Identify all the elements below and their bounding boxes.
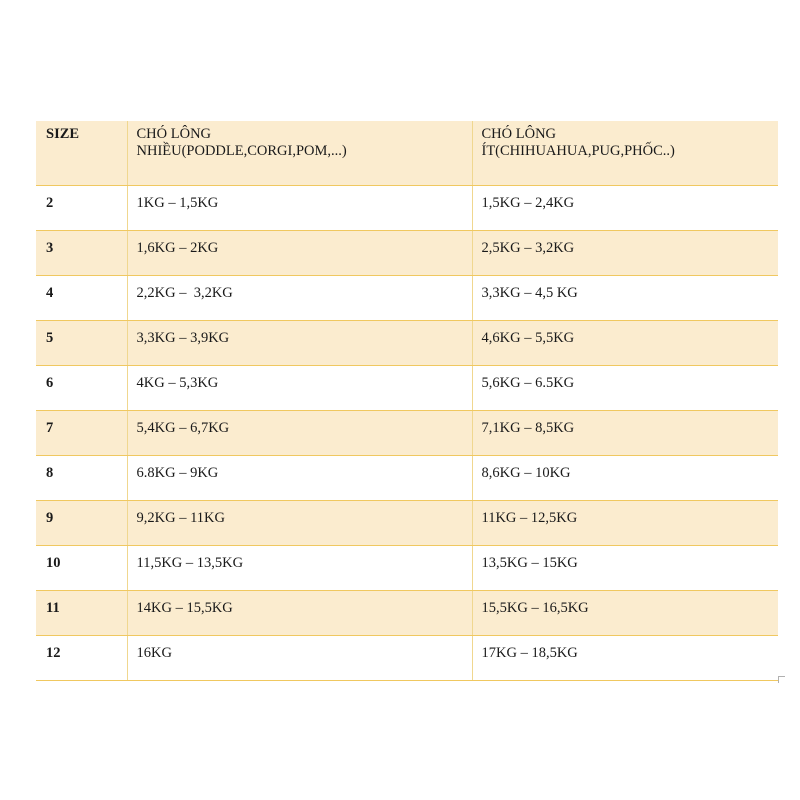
many-hair-weight: 1KG – 1,5KG <box>136 194 219 211</box>
few-hair-cell <box>472 455 778 500</box>
many-hair-cell <box>127 185 472 230</box>
header-few-hair-line1: CHÓ LÔNG <box>481 126 557 142</box>
table-row <box>36 230 778 275</box>
few-hair-weight: 13,5KG – 15KG <box>481 554 578 571</box>
many-hair-cell <box>127 365 472 410</box>
size-value: 12 <box>46 644 61 661</box>
few-hair-cell <box>472 320 778 365</box>
table-corner-mark <box>778 676 785 683</box>
size-value: 5 <box>46 329 54 346</box>
header-many-hair-line2: NHIỀU(PODDLE,CORGI,POM,...) <box>136 143 347 159</box>
size-value: 8 <box>46 464 54 481</box>
table-row <box>36 545 778 590</box>
many-hair-weight: 4KG – 5,3KG <box>136 374 219 391</box>
many-hair-weight: 14KG – 15,5KG <box>136 599 233 616</box>
header-few-hair-line2: ÍT(CHIHUAHUA,PUG,PHỐC..) <box>481 143 675 159</box>
size-value: 9 <box>46 509 54 526</box>
size-value: 11 <box>46 599 60 616</box>
size-cell <box>36 590 127 635</box>
size-cell <box>36 455 127 500</box>
table-row <box>36 275 778 320</box>
few-hair-cell <box>472 275 778 320</box>
many-hair-cell <box>127 635 472 680</box>
header-many-hair <box>127 121 472 185</box>
many-hair-cell <box>127 545 472 590</box>
size-value: 3 <box>46 239 54 256</box>
many-hair-cell <box>127 590 472 635</box>
many-hair-cell <box>127 500 472 545</box>
few-hair-weight: 5,6KG – 6.5KG <box>481 374 575 391</box>
few-hair-cell <box>472 365 778 410</box>
size-cell <box>36 185 127 230</box>
table-row <box>36 365 778 410</box>
few-hair-cell <box>472 185 778 230</box>
many-hair-cell <box>127 230 472 275</box>
few-hair-weight: 2,5KG – 3,2KG <box>481 239 575 256</box>
few-hair-cell <box>472 500 778 545</box>
size-value: 7 <box>46 419 54 436</box>
many-hair-weight: 3,3KG – 3,9KG <box>136 329 230 346</box>
size-cell <box>36 320 127 365</box>
table-row <box>36 410 778 455</box>
size-cell <box>36 230 127 275</box>
many-hair-weight: 11,5KG – 13,5KG <box>136 554 244 571</box>
many-hair-weight: 2,2KG – 3,2KG <box>136 284 233 301</box>
table-row <box>36 635 778 680</box>
many-hair-weight: 6.8KG – 9KG <box>136 464 219 481</box>
header-row <box>36 121 778 185</box>
table-row <box>36 590 778 635</box>
size-value: 6 <box>46 374 54 391</box>
header-many-hair-line1: CHÓ LÔNG <box>136 126 212 142</box>
few-hair-weight: 4,6KG – 5,5KG <box>481 329 575 346</box>
few-hair-weight: 1,5KG – 2,4KG <box>481 194 575 211</box>
size-value: 10 <box>46 554 61 571</box>
size-chart-table <box>36 121 778 681</box>
header-size <box>36 121 127 185</box>
many-hair-weight: 5,4KG – 6,7KG <box>136 419 230 436</box>
size-cell <box>36 635 127 680</box>
few-hair-cell <box>472 590 778 635</box>
few-hair-weight: 15,5KG – 16,5KG <box>481 599 589 616</box>
many-hair-cell <box>127 410 472 455</box>
size-cell <box>36 365 127 410</box>
few-hair-cell <box>472 635 778 680</box>
table-row <box>36 455 778 500</box>
many-hair-cell <box>127 275 472 320</box>
many-hair-cell <box>127 320 472 365</box>
size-value: 2 <box>46 194 54 211</box>
size-value: 4 <box>46 284 54 301</box>
few-hair-weight: 11KG – 12,5KG <box>481 509 578 526</box>
many-hair-weight: 16KG <box>136 644 172 661</box>
few-hair-weight: 17KG – 18,5KG <box>481 644 578 661</box>
few-hair-weight: 7,1KG – 8,5KG <box>481 419 575 436</box>
many-hair-weight: 9,2KG – 11KG <box>136 509 225 526</box>
size-cell <box>36 410 127 455</box>
header-size-label: SIZE <box>46 126 80 142</box>
few-hair-cell <box>472 410 778 455</box>
few-hair-cell <box>472 545 778 590</box>
few-hair-weight: 8,6KG – 10KG <box>481 464 571 481</box>
size-cell <box>36 545 127 590</box>
header-few-hair <box>472 121 778 185</box>
table-row <box>36 320 778 365</box>
many-hair-weight: 1,6KG – 2KG <box>136 239 219 256</box>
few-hair-weight: 3,3KG – 4,5 KG <box>481 284 578 301</box>
many-hair-cell <box>127 455 472 500</box>
table-row <box>36 185 778 230</box>
table-row <box>36 500 778 545</box>
size-cell <box>36 275 127 320</box>
size-cell <box>36 500 127 545</box>
few-hair-cell <box>472 230 778 275</box>
